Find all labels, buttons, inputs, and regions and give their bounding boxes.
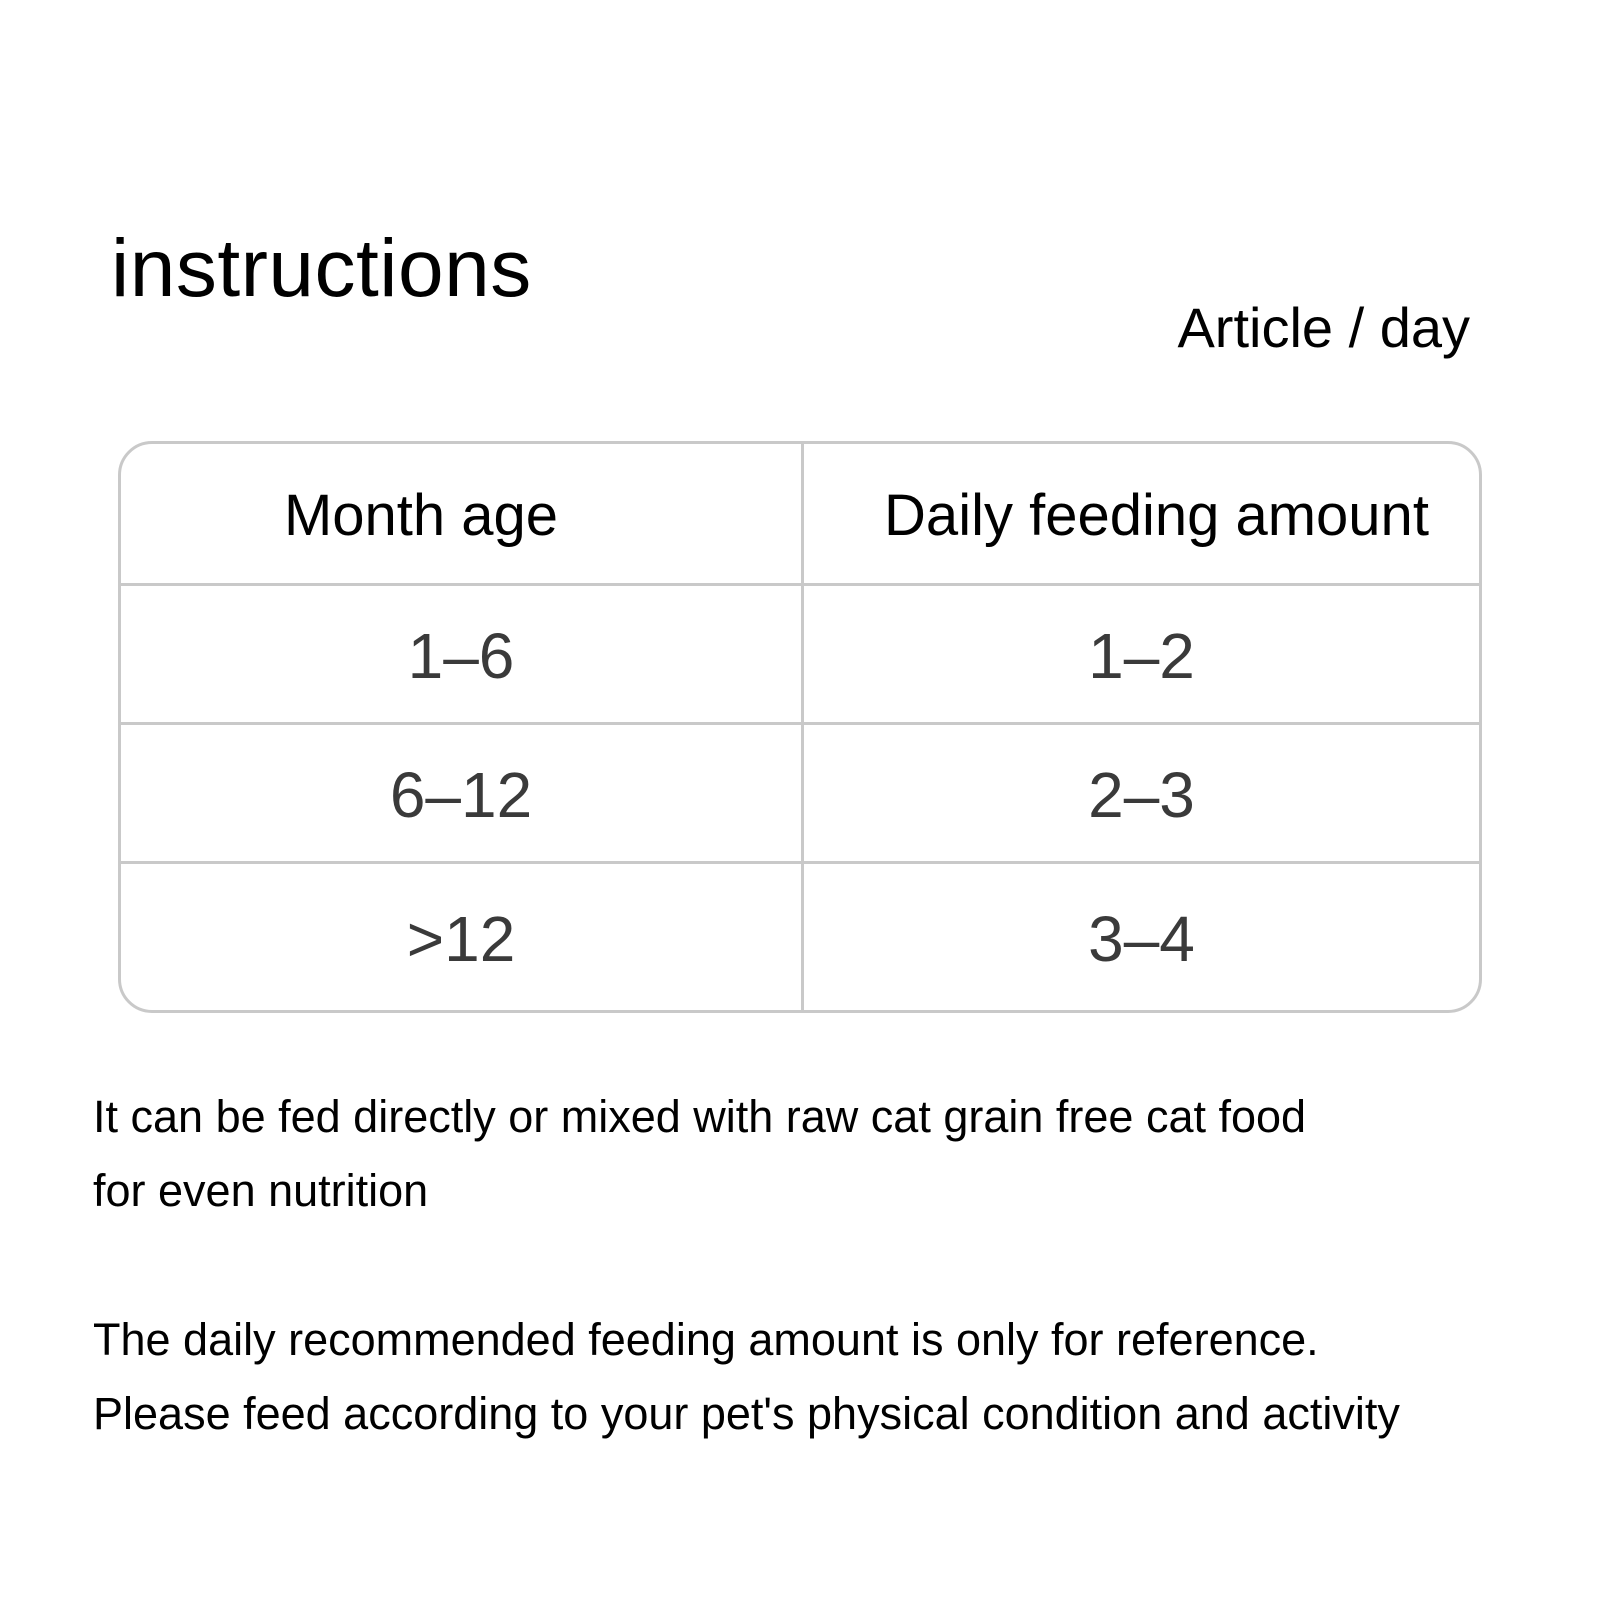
unit-label: Article / day [1177, 296, 1470, 359]
note-line: It can be fed directly or mixed with raw cat grain free cat food [93, 1091, 1307, 1142]
note-line: for even nutrition [93, 1165, 429, 1216]
feeding-table [118, 441, 1482, 1013]
note-line: Please feed according to your pet's physical condition and activity [93, 1388, 1400, 1439]
cell-feeding-amount: 1–2 [1088, 619, 1195, 692]
cell-month-age: 1–6 [121, 586, 804, 725]
table-row [121, 583, 1479, 725]
cell-month-age: >12 [121, 864, 804, 1013]
cell-feeding-amount: 3–4 [1088, 902, 1195, 975]
header-month-age: Month age [121, 444, 804, 586]
note-line: The daily recommended feeding amount is only for reference. [93, 1314, 1319, 1365]
cell-feeding-amount: 2–3 [1088, 758, 1195, 831]
page-title: instructions [111, 223, 532, 314]
cell-month-age: 6–12 [121, 725, 804, 864]
feeding-note [93, 1080, 1306, 1228]
header-daily-feeding-amount: Daily feeding amount [884, 482, 1429, 548]
reference-note [93, 1303, 1400, 1451]
table-row [121, 861, 1479, 1013]
table-row [121, 722, 1479, 864]
table-header-row [121, 444, 1479, 586]
